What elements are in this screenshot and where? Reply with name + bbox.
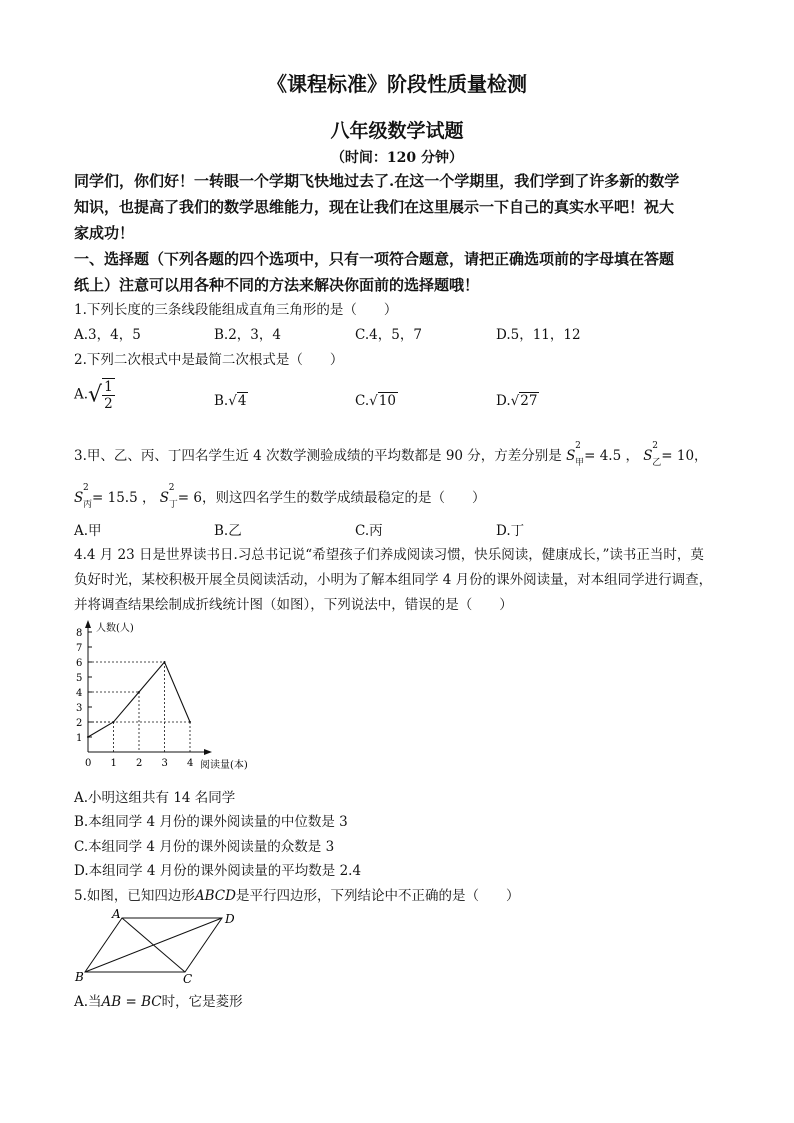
question-1-option-a: A.3，4，5: [74, 327, 141, 343]
option-a-condition: AB = BC: [101, 994, 162, 1010]
chart-y-tick-label: 3: [76, 703, 83, 714]
question-3-option-c: C.丙: [355, 523, 383, 539]
question-1-option-d: D.5，11，12: [496, 327, 581, 343]
question-3-option-a: A.甲: [74, 523, 102, 539]
chart-x-axis-label: 阅读量(本): [200, 760, 248, 771]
chart-y-tick-label: 1: [76, 733, 83, 744]
diagonal-bd: [85, 918, 222, 972]
chart-y-tick-label: 5: [76, 673, 83, 684]
chart-y-tick-label: 8: [76, 628, 83, 639]
vertex-a-label: A: [112, 907, 121, 921]
question-1-stem: 1.下列长度的三条线段能组成直角三角形的是（ ）: [74, 302, 398, 318]
option-label: C.: [355, 393, 370, 409]
question-3-stem-line-1: [74, 441, 708, 468]
chart-y-axis-arrow: [85, 620, 91, 628]
question-3-option-b: B.乙: [214, 523, 242, 539]
intro-line-2: 知识，也提高了我们的数学思维能力，现在让我们在这里展示一下自己的真实水平吧！祝大: [74, 198, 675, 216]
fraction-numerator: 1: [104, 379, 113, 395]
question-1-option-c: C.4，5，7: [355, 327, 422, 343]
question-4-stem-line-1: 4.4 月 23 日是世界读书日.习总书记说“希望孩子们养成阅读习惯，快乐阅读，健康成长，”读书正当时，莫: [74, 547, 704, 563]
question-5-stem: [74, 884, 519, 904]
chart-x-tick-label: 1: [110, 758, 117, 769]
parallelogram-figure: [70, 906, 240, 986]
variance-ding-value: = 6: [177, 490, 202, 506]
radicand: 10: [378, 393, 396, 409]
radicand: 4: [237, 393, 247, 409]
chart-x-tick-label: 2: [136, 758, 143, 769]
variance-bing: S 2 丙: [74, 483, 93, 510]
page-subtitle: 八年级数学试题: [330, 120, 464, 142]
radicand: 27: [520, 393, 538, 409]
section-heading-line-1: 一、选择题（下列各题的四个选项中，只有一项符合题意，请把正确选项前的字母填在答题: [74, 250, 675, 268]
chart-y-tick-label: 6: [76, 658, 83, 669]
chart-x-tick-label: 3: [161, 758, 168, 769]
chart-x-tick-label: 4: [187, 758, 194, 769]
question-3-stem-start: 3.甲、乙、丙、丁四名学生近 4 次数学测验成绩的平均数都是 90 分，方差分别是: [74, 448, 562, 464]
question-5-stem-end: 是平行四边形，下列结论中不正确的是（ ）: [235, 888, 520, 904]
question-2-stem: 2.下列二次根式中是最简二次根式是（ ）: [74, 352, 344, 368]
chart-y-tick-label: 4: [76, 688, 83, 699]
chart-data-point: [113, 721, 115, 723]
intro-line-3: 家成功！: [74, 224, 135, 242]
vertex-d-label: D: [225, 912, 235, 926]
option-label: B.: [214, 393, 229, 409]
chart-data-point: [138, 691, 140, 693]
option-a-start: A.当: [74, 994, 102, 1010]
question-5-stem-start: 5.如图，已知四边形: [74, 888, 195, 904]
chart-x-axis-arrow: [204, 749, 212, 755]
page-title: 《课程标准》阶段性质量检测: [267, 72, 527, 96]
exam-time: （时间：120 分钟）: [330, 150, 464, 166]
question-2-option-d: D.√27: [496, 393, 538, 409]
shape-name: ABCD: [194, 888, 236, 904]
variance-jia-value: = 4.5 ，: [584, 448, 639, 464]
question-2-option-a: A.√ $\frac{1}{2}$: [74, 379, 113, 412]
question-4-option-c: C.本组同学 4 月份的课外阅读量的众数是 3: [74, 839, 335, 855]
question-5-option-a: [74, 990, 243, 1010]
chart-data-point: [189, 721, 191, 723]
intro-line-1: 同学们，你们好！一转眼一个学期飞快地过去了.在这一个学期里，我们学到了许多新的数学: [74, 172, 680, 190]
question-4-stem-line-3: 并将调查结果绘制成折线统计图（如图），下列说法中，错误的是（ ）: [74, 597, 513, 613]
question-2-option-b: B.√4: [214, 393, 247, 409]
chart-y-tick-label: 7: [76, 643, 83, 654]
chart-x-tick-label: 0: [85, 758, 92, 769]
question-4-option-b: B.本组同学 4 月份的课外阅读量的中位数是 3: [74, 814, 348, 830]
option-label: A.: [74, 386, 89, 403]
option-label: D.: [496, 393, 511, 409]
variance-yi: S 2 乙: [643, 441, 662, 468]
question-4-option-a: A.小明这组共有 14 名同学: [74, 790, 236, 806]
variance-ding: S 2 丁: [159, 483, 178, 510]
variance-bing-value: = 15.5 ，: [92, 490, 156, 506]
question-4-stem-line-2: 负好时光，某校积极开展全员阅读活动，小明为了解本组同学 4 月份的课外阅读量，对本组同学进行调查，: [74, 572, 713, 588]
variance-yi-value: = 10，: [661, 448, 708, 464]
question-4-option-d: D.本组同学 4 月份的课外阅读量的平均数是 2.4: [74, 863, 362, 879]
question-3-option-d: D.丁: [496, 523, 525, 539]
chart-y-tick-label: 2: [76, 718, 83, 729]
chart-data-point: [164, 661, 166, 663]
question-1-option-b: B.2，3，4: [214, 327, 281, 343]
option-a-end: 时，它是菱形: [161, 994, 243, 1010]
question-3-stem-end: ，则这四名学生的数学成绩最稳定的是（ ）: [201, 490, 486, 506]
fraction-denominator: 2: [104, 396, 113, 412]
vertex-c-label: C: [183, 972, 193, 986]
section-heading-line-2: 纸上）注意可以用各种不同的方法来解决你面前的选择题哦！: [74, 276, 480, 294]
reading-line-chart: [70, 618, 270, 776]
question-2-option-c: C.√10: [355, 393, 396, 409]
variance-jia: S 2 甲: [566, 441, 585, 468]
chart-y-axis-label: 人数(人): [96, 623, 134, 634]
vertex-b-label: B: [75, 970, 84, 984]
question-3-stem-line-2: [74, 483, 486, 510]
chart-data-point: [87, 736, 89, 738]
